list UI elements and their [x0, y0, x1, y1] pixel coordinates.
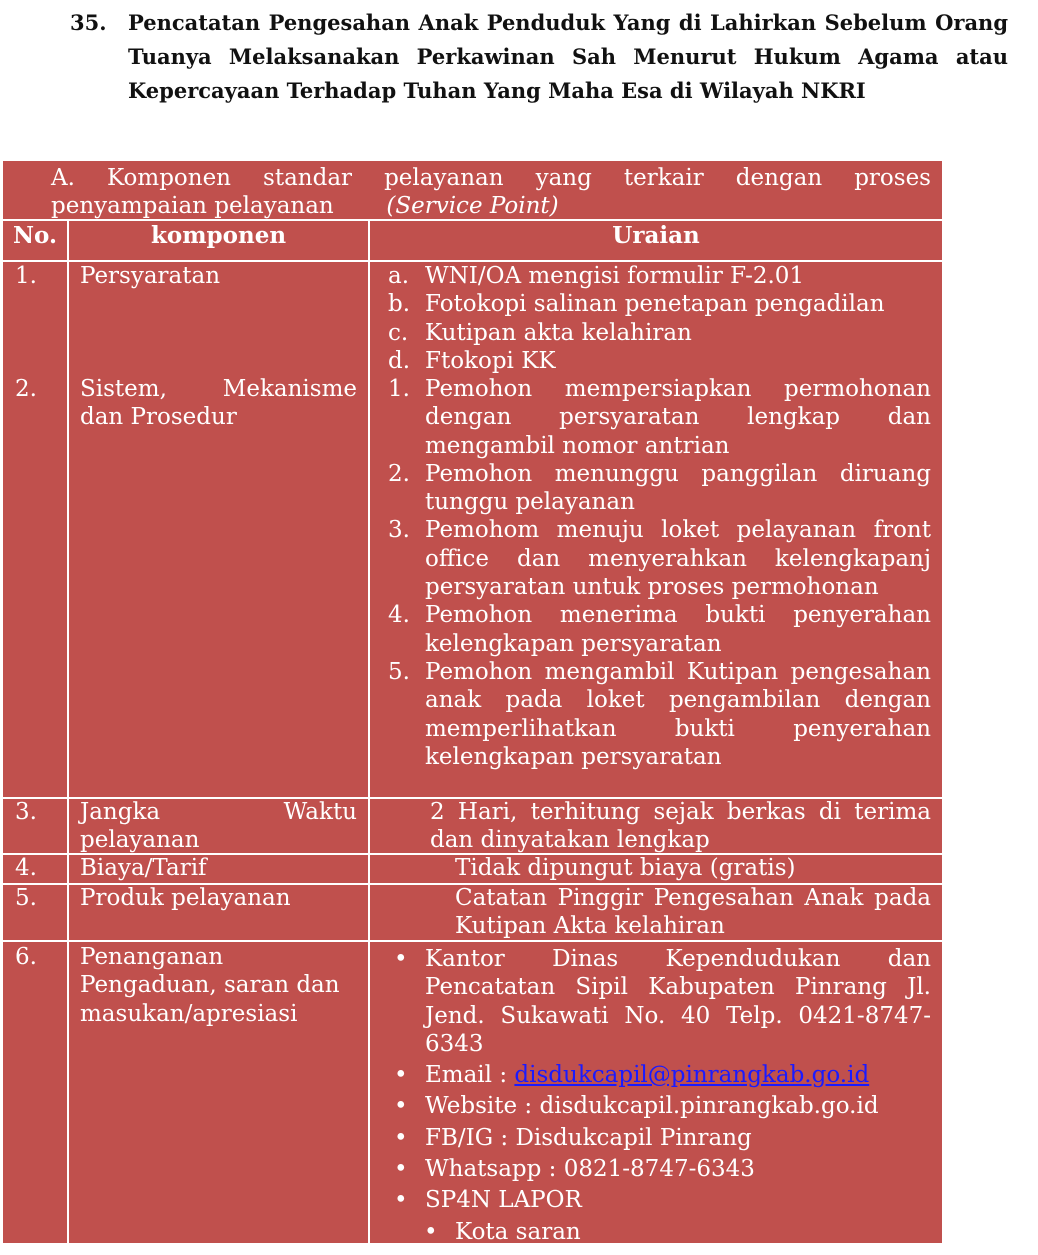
item-label: 4. [388, 602, 410, 629]
row-uraian: Tidak dipungut biaya (gratis) [455, 855, 796, 881]
list-item [388, 658, 931, 771]
row-number: 2. [15, 376, 37, 402]
row-number: 1. [15, 263, 37, 289]
row-uraian: Catatan Pinggir Pengesahan Anak pada Kutipan Akta kelahiran [455, 885, 931, 940]
row-komponen: Biaya/Tarif [80, 855, 207, 881]
whatsapp-text: Whatsapp : 0821-8747-6343 [425, 1156, 755, 1183]
bullet-icon: • [394, 1124, 408, 1151]
section-caption-line2 [51, 192, 931, 220]
office-address: Kantor Dinas Kependudukan dan Pencatatan Sipil Kabupaten Pinrang Jl. Jend. Sukawati No. 40 Telp. 0421-8747-6343 [425, 946, 931, 1057]
item-text: Fotokopi salinan penetapan pengadilan [425, 291, 885, 318]
bullet-item [388, 1218, 931, 1246]
col-header-komponen: komponen [150, 222, 287, 249]
section-heading [70, 6, 1008, 108]
item-text: Kutipan akta kelahiran [425, 319, 692, 346]
email-label: Email : [425, 1062, 515, 1089]
row-uraian-list [388, 375, 931, 771]
item-text: Pemohon mempersiapkan permohonan dengan persyaratan lengkap dan mengambil nomor antrian [425, 376, 931, 459]
list-item [388, 347, 931, 375]
bullet-icon: • [394, 1062, 408, 1089]
bullet-icon: • [424, 1218, 438, 1245]
row-komponen: Persyaratan [80, 263, 221, 289]
bullet-item [388, 945, 931, 1058]
row-komponen: Produk pelayanan [80, 885, 291, 911]
item-text: Pemohon mengambil Kutipan pengesahan anak pada loket pengambilan dengan memperlihatkan bukti penyerahan kelengkapan persyaratan [425, 658, 931, 770]
list-item [388, 319, 931, 347]
list-item [388, 290, 931, 318]
heading-title: Pencatatan Pengesahan Anak Penduduk Yang di Lahirkan Sebelum Orang Tuanya Melaksanakan Perkawinan Sah Menurut Hukum Agama atau Kepercayaan Terhadap Tuhan Yang Maha Esa di Wilayah NKRI [128, 10, 1008, 103]
row-komponen: Sistem, Mekanisme dan Prosedur [80, 376, 357, 431]
section-caption-part: penyampaian pelayanan [51, 193, 334, 219]
item-text: Pemohom menuju loket pelayanan front office dan menyerahkan kelengkapanj persyaratan untuk proses permohonan [425, 517, 931, 601]
row-uraian: 2 Hari, terhitung sejak berkas di terima dan dinyatakan lengkap [430, 799, 931, 854]
item-label: d. [388, 347, 411, 374]
sp4n-text: SP4N LAPOR [425, 1187, 582, 1214]
contact-bullet-list [388, 945, 931, 1249]
item-label: 2. [388, 460, 410, 487]
col-header-no: No. [13, 222, 57, 249]
list-item [388, 460, 931, 517]
website-text: Website : disdukcapil.pinrangkab.go.id [425, 1093, 879, 1120]
bullet-item [388, 1155, 931, 1183]
social-text: FB/IG : Disdukcapil Pinrang [425, 1124, 752, 1151]
bullet-item [388, 1061, 931, 1089]
list-item [388, 601, 931, 658]
list-item [388, 516, 931, 601]
row-number: 6. [15, 944, 37, 970]
bullet-icon: • [394, 1093, 408, 1120]
item-text: Ftokopi KK [425, 347, 556, 374]
item-label: 1. [388, 376, 410, 402]
row-number: 3. [15, 799, 37, 825]
column-divider [368, 219, 370, 1243]
bullet-icon: • [394, 1156, 408, 1183]
service-point-label: (Service Point) [386, 193, 559, 219]
column-divider [67, 219, 69, 1243]
bullet-item [388, 1092, 931, 1120]
bullet-item [388, 1124, 931, 1152]
row-number: 5. [15, 885, 37, 911]
item-label: 3. [388, 517, 410, 544]
heading-number: 35. [70, 10, 107, 35]
item-label: c. [388, 319, 409, 346]
service-standard-table [3, 161, 942, 1243]
bullet-icon: • [394, 1187, 408, 1214]
item-text: Pemohon menerima bukti penyerahan kelengkapan persyaratan [425, 602, 931, 657]
item-label: 5. [388, 658, 410, 685]
section-caption-line1: A. Komponen standar pelayanan yang terkair dengan proses [51, 165, 931, 191]
item-label: b. [388, 291, 411, 318]
item-text: WNI/OA mengisi formulir F-2.01 [425, 263, 805, 289]
list-item [388, 375, 931, 460]
kotak-saran-text: Kota saran [455, 1218, 581, 1245]
bullet-item [388, 1186, 931, 1214]
list-item [388, 262, 931, 290]
row-komponen: Jangka Waktu pelayanan [80, 799, 357, 854]
row-komponen: Penanganan Pengaduan, saran dan masukan/apresiasi [80, 944, 340, 1027]
row-uraian-list [388, 262, 931, 375]
col-header-uraian: Uraian [612, 222, 700, 249]
row-number: 4. [15, 855, 37, 881]
item-label: a. [388, 263, 410, 289]
item-text: Pemohon menunggu panggilan diruang tunggu pelayanan [425, 460, 931, 516]
bullet-icon: • [394, 946, 408, 972]
email-link[interactable]: disdukcapil@pinrangkab.go.id [514, 1062, 870, 1089]
